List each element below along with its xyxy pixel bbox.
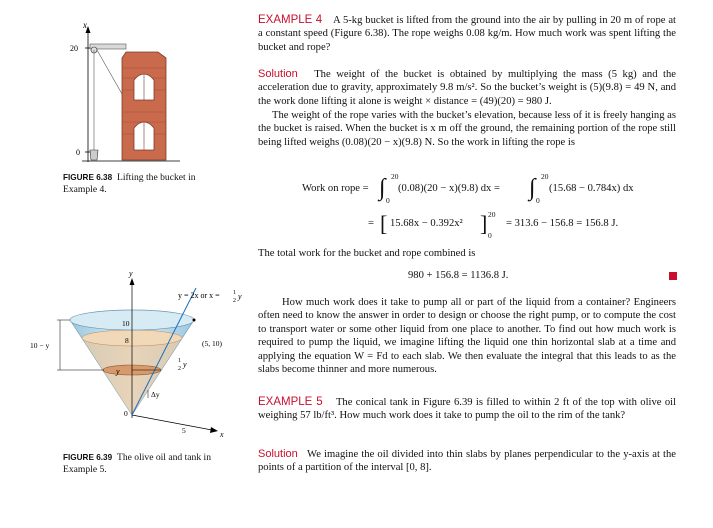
slab-half-num: 1 [178,358,181,364]
equation-work-on-rope [302,172,682,206]
example-4-text: A 5-kg bucket is lifted from the ground into the air by pulling in 20 m of rope at a constant speed (Figure 6.38). The rope weighs 0.08 kg/m. How much work was spent lifting the bucket and rope? [258,15,676,53]
integral-sign-1: ∫ [379,175,386,201]
right-bracket: ] [480,211,488,236]
solution-p1: The weight of the bucket is obtained by multiplying the mass (5 kg) and the acceleration due to gravity, approximately 9.8 m/s². So the bucket’s weight is (5)(9.8) = 49 N, and the work done lifting it alone is weight × distance = (49)(20) = 980 J. [258,69,676,107]
example-5-statement [258,396,676,423]
eq2-equals: = [368,218,374,229]
example-5-title: EXAMPLE 5 [258,396,323,408]
example-5-solution [258,448,676,475]
bucket [90,150,98,160]
solution-label: Solution [258,68,298,80]
int1-upper: 20 [391,172,399,181]
tick-20-label: 20 [70,44,78,53]
caption-text: Lifting the bucket in [116,172,196,183]
eq1-integrand-2: (15.68 − 0.784x) dx [549,183,634,194]
rope-pull [97,50,122,94]
equation-total-work: 980 + 156.8 = 1136.8 J. [408,270,509,281]
line-label: y = 2x or x = [178,291,220,300]
ten-minus-y-label: 10 − y [30,341,50,350]
eq1-integrand-1: (0.08)(20 − x)(9.8) dx = [398,183,500,194]
solution-label-5: Solution [258,448,298,460]
example-4-statement [258,14,676,54]
line-label-half-num: 1 [233,290,236,296]
bracket-lower: 0 [488,231,492,240]
eq1-lhs: Work on rope = [302,183,369,194]
end-of-example-marker [669,272,677,280]
slab-y-label: y [116,367,120,376]
example-5-text: The conical tank in Figure 6.39 is filled to within 2 ft of the top with olive oil weighing 57 lb/ft³. How much work does it take to pump the oil to the rim of the tank? [258,397,677,422]
x-axis-arrow [210,427,218,433]
total-work-text: The total work for the bucket and rope combined is [258,248,476,259]
caption-label: FIGURE 6.39 [63,453,113,462]
fig-6-38-caption [63,172,243,196]
caption-text: The olive oil and tank in [116,452,212,463]
eq2-bracket-content: 15.68x − 0.392x² [390,218,463,229]
example-4-solution [258,68,676,108]
int2-upper: 20 [541,172,549,181]
tick-8-label: 8 [125,336,129,345]
line-label-half-den: 2 [233,298,236,304]
origin-label: 0 [124,409,128,418]
point-5-10 [193,319,196,322]
tick-0-label: 0 [76,148,80,157]
int1-lower: 0 [386,196,390,205]
delta-y-label: Δy [151,390,160,399]
axis-x-label: x [220,430,224,439]
figure-6-39 [30,270,245,450]
solution-5-text: We imagine the oil divided into thin slabs by planes perpendicular to the y-axis at the points of a partition of the interval [0, 8]. [258,449,676,474]
slab-half-den: 2 [178,366,181,372]
caption-text-2: Example 5. [63,464,107,475]
interlude-text: How much work does it take to pump all or part of the liquid from a container? Engineers often need to know the answer in order to design or choose the right pump, or to compute the cost to transport water or some other liquid from one place to another. To find out how much work is required to pump the liquid, we imagine lifting the liquid one thin horizontal slab at a time and applying the equation W = Fd to each slab. We then evaluate the integral that this leads to as the slabs become thinner and more numerous. [258,297,676,376]
equation-evaluated [368,211,688,241]
example-4-title: EXAMPLE 4 [258,14,323,26]
axis-y-label: y [129,270,133,278]
caption-label: FIGURE 6.38 [63,173,113,182]
int2-lower: 0 [536,196,540,205]
pumping-interlude [258,296,676,376]
y-axis-arrow [130,278,135,285]
tick-5-label: 5 [182,426,186,435]
fig-6-39-caption [63,452,253,476]
figure-6-38 [60,20,230,170]
left-bracket: [ [380,211,388,236]
slab-half-y: y [183,360,187,369]
point-label: (5, 10) [202,339,222,348]
axis-x-label: x [83,20,87,30]
example-4-rope-paragraph [258,109,676,149]
tick-10-label: 10 [122,319,130,328]
line-label-half-y: y [238,292,242,301]
rope-paragraph-text: The weight of the rope varies with the bucket’s elevation, because less of it is freely hanging as the bucket is raised. When the bucket is x m off the ground, the remaining portion of the rope still being lifted weighs (0.08)(20 − x)(9.8) N. So the work in lifting the rope is [258,110,676,148]
bracket-upper: 20 [488,210,496,219]
x-axis-line [132,415,212,430]
caption-text-2: Example 4. [63,184,107,195]
eq2-rest: = 313.6 − 156.8 = 156.8 J. [506,218,619,229]
integral-sign-2: ∫ [529,175,536,201]
